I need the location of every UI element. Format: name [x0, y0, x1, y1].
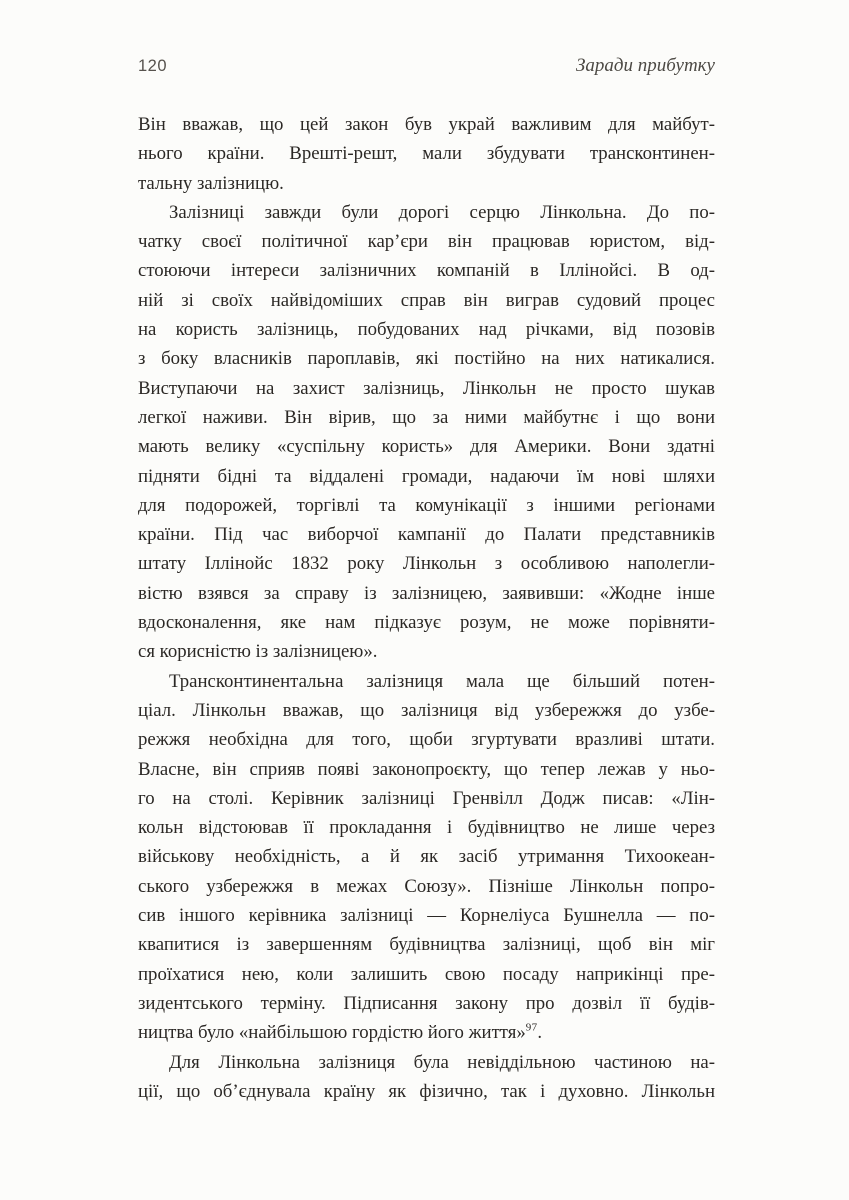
text-line: вдосконалення, яке нам підказує розум, не може порівняти-: [138, 612, 715, 634]
text-line: вістю взявся за справу із залізницею, заявивши: «Жодне інше: [138, 582, 715, 604]
text-line: тальну залізницю.: [138, 172, 284, 194]
text-line: ництва було «найбільшою гордістю його життя»$^{97}$.: [138, 1021, 543, 1044]
text-line: нього країни. Врешті-решт, мали збудувати трансконтинен-: [138, 143, 715, 165]
text-line: ній зі своїх найвідоміших справ він виграв судовий процес: [138, 289, 715, 311]
text-line: сив іншого керівника залізниці — Корнеліуса Бушнелла — по-: [138, 905, 715, 927]
text-line: стоюючи інтереси залізничних компаній в Іллінойсі. В од-: [138, 260, 715, 282]
text-line: мають велику «суспільну користь» для Америки. Вони здатні: [138, 436, 715, 458]
text-line: штату Іллінойс 1832 року Лінкольн з особливою наполегли-: [138, 553, 715, 575]
text-line: ції, що об’єднувала країну як фізично, так і духовно. Лінкольн: [138, 1080, 715, 1102]
text-line: Для Лінкольна залізниця була невіддільною частиною на-: [169, 1051, 715, 1073]
paragraph: [138, 198, 715, 667]
text-line: ського узбережжя в межах Союзу». Пізніше Лінкольн попро-: [138, 875, 715, 897]
text-line: Трансконтинентальна залізниця мала ще більший потен-: [169, 670, 715, 692]
text-line: Виступаючи на захист залізниць, Лінкольн не просто шукав: [138, 377, 715, 399]
body-text: [138, 110, 715, 1106]
text-line: зидентського терміну. Підписання закону про дозвіл її будів-: [138, 992, 715, 1014]
text-line: країни. Під час виборчої кампанії до Палати представників: [138, 524, 715, 546]
text-line: режжя необхідна для того, щоби згуртувати вразливі штати.: [138, 729, 715, 751]
text-line: чатку своєї політичної кар’єри він працював юристом, від-: [138, 231, 715, 253]
running-title: Заради прибутку: [575, 55, 715, 76]
text-line: на користь залізниць, побудованих над річками, від позовів: [138, 319, 715, 341]
text-line: для подорожей, торгівлі та комунікації з іншими регіонами: [138, 494, 715, 516]
text-line: військову необхідність, а й як засіб утримання Тихоокеан-: [138, 846, 715, 868]
page-number: 120: [138, 57, 168, 75]
text-line: ціал. Лінкольн вважав, що залізниця від узбережжя до узбе-: [138, 699, 715, 721]
text-line: легкої наживи. Він вірив, що за ними майбутнє і що вони: [138, 406, 715, 428]
text-line: го на столі. Керівник залізниці Гренвілл Додж писав: «Лін-: [138, 787, 715, 809]
text-line: квапитися із завершенням будівництва залізниці, щоб він міг: [138, 934, 715, 956]
paragraph: [138, 1048, 715, 1107]
text-line: кольн відстоював її прокладання і будівництво не лише через: [138, 817, 715, 839]
text-line: проїхатися нею, коли залишить свою посаду наприкінці пре-: [138, 963, 715, 985]
paragraph: [138, 110, 715, 198]
text-line: Власне, він сприяв появі законопроєкту, що тепер лежав у ньо-: [138, 758, 715, 780]
paragraph: [138, 667, 715, 1048]
page-header: [138, 55, 715, 77]
text-line: Залізниці завжди були дорогі серцю Лінкольна. До по-: [169, 201, 715, 223]
text-line: підняти бідні та віддалені громади, надаючи їм нові шляхи: [138, 465, 715, 487]
text-line: ся корисністю із залізницею».: [138, 641, 378, 663]
footnote-ref: 97: [525, 1021, 538, 1034]
text-line: Він вважав, що цей закон був украй важливим для майбут-: [138, 114, 715, 135]
text-line: з боку власників пароплавів, які постійно на них натикалися.: [138, 348, 715, 370]
